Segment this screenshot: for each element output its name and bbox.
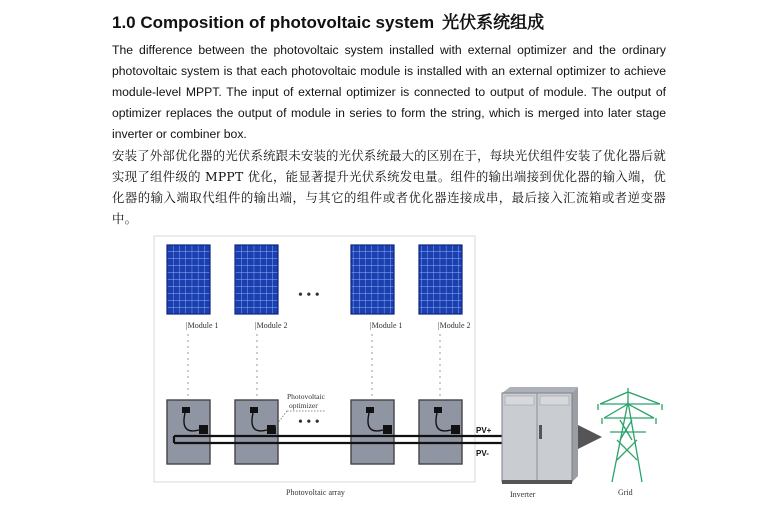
- solar-panel-2: [235, 245, 278, 314]
- inverter-cabinet: [502, 387, 578, 484]
- solar-panel-1: [167, 245, 210, 314]
- heading-en: 1.0 Composition of photovoltaic system: [112, 13, 435, 32]
- paragraph-english: The difference between the photovoltaic system installed with external optimizer and the ordinary photovoltaic system is that each photovoltaic module is installed with an external optimizer to achieve module-level MPPT. The input of external optimizer is connected to output of module. The output of optimizer replaces the output of module in series to form the string, which is merged into later stage inverter or combiner box.: [112, 43, 666, 141]
- optimizer-label: optimizer: [289, 401, 318, 410]
- optimizer-box: [267, 425, 276, 434]
- heading-zh: 光伏系统组成: [442, 13, 545, 32]
- optimizer-box: [383, 425, 392, 434]
- dotted-guides: [188, 334, 440, 396]
- solar-panel-3: [351, 245, 394, 314]
- grid-caption: Grid: [618, 488, 633, 497]
- array-caption: Photovoltaic array: [286, 488, 345, 497]
- module-label: |Module 1: [370, 321, 403, 330]
- optimizer-box: [451, 425, 460, 434]
- module-back-2: [235, 400, 278, 464]
- module-label: |Module 2: [255, 321, 288, 330]
- panel-ellipsis: • • •: [298, 288, 320, 303]
- grid-tower-icon: [598, 388, 662, 482]
- module-back-1: [167, 400, 210, 464]
- module-label: |Module 1: [186, 321, 219, 330]
- module-back-3: [351, 400, 394, 464]
- back-ellipsis: • • •: [298, 415, 320, 430]
- pv-plus-label: PV+: [476, 426, 492, 435]
- inverter-caption: Inverter: [510, 490, 536, 499]
- optimizer-box: [199, 425, 208, 434]
- solar-panel-4: [419, 245, 462, 314]
- paragraph-chinese: 安装了外部优化器的光伏系统跟未安装的光伏系统最大的区别在于，每块光伏组件安装了优化器后就实现了组件级的 MPPT 优化，能显著提升光伏系统发电量。组件的输出端接到优化器的输入端，优化器的输入端取代组件的输出端，与其它的组件或者优化器连接成串，最后接入汇流箱或者逆变器中。: [112, 148, 666, 226]
- pv-minus-label: PV-: [476, 449, 489, 458]
- module-back-4: [419, 400, 462, 464]
- optimizer-label: Photovoltaic: [287, 392, 325, 401]
- module-label: |Module 2: [438, 321, 471, 330]
